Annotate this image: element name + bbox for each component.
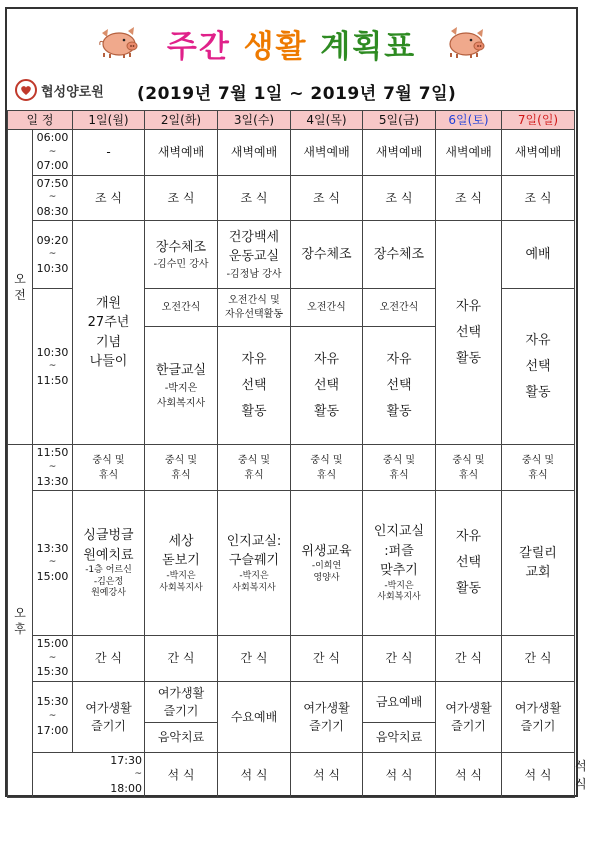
cell-top: [145, 682, 217, 722]
cell-lunch: [73, 445, 145, 491]
cell: 새벽예배: [145, 130, 218, 176]
time-sep: ~: [48, 192, 57, 203]
cell-line: 운동교실: [228, 249, 280, 265]
cell: 조 식: [73, 175, 145, 221]
cell-line: 건강백세: [228, 229, 280, 245]
cell-sub: -김은정: [93, 576, 124, 587]
cell-sub: 영양사: [313, 572, 340, 583]
cell-line: 자유: [313, 351, 340, 367]
cell-line: 선택: [455, 555, 482, 571]
time-slot: [33, 289, 73, 445]
cell-line: 교회: [525, 565, 551, 581]
cell: 석 식: [436, 752, 502, 798]
period-char: 오: [14, 606, 26, 621]
cell-line: 여가생활: [157, 685, 205, 700]
cell: 간 식: [363, 636, 436, 682]
day-header-sunday: 7일(일): [502, 111, 575, 130]
cell-tue-exercise: [145, 221, 218, 289]
cell-line: 선택: [386, 377, 412, 393]
time-slot: [33, 681, 73, 752]
cell-line: 활동: [241, 403, 267, 419]
cell-top: 금요예배: [375, 694, 423, 709]
cell-line: 여가생활: [514, 700, 562, 715]
cell: 예배: [502, 221, 575, 289]
time-sep: ~: [48, 710, 57, 721]
cell-free: [218, 327, 291, 445]
time-end: 15:00: [36, 569, 69, 583]
time-slot: [33, 636, 73, 682]
cell-line: 중식 및: [310, 454, 343, 466]
cell-leisure: [436, 681, 502, 752]
cell-line: 인지교실:: [226, 533, 282, 549]
time-end: 10:30: [36, 261, 69, 275]
cell-thu-hygiene: [291, 491, 363, 636]
cell: 석 식: [502, 752, 575, 798]
cell-leisure: [502, 681, 575, 752]
cell-mon-horticulture: [73, 491, 145, 636]
time-start: 07:50: [36, 176, 69, 190]
time-end: 11:50: [36, 373, 69, 387]
cell-line: 나들이: [89, 354, 128, 370]
cell: 간 식: [502, 636, 575, 682]
time-sep: ~: [48, 249, 57, 260]
cell: 간 식: [291, 636, 363, 682]
time-slot: [33, 491, 73, 636]
cell-line: 활동: [525, 384, 551, 400]
page-header: [7, 9, 576, 106]
day-header: 4일(목): [291, 111, 363, 130]
cell-line: 장수체조: [155, 239, 207, 255]
cell-line: 자유선택활동: [225, 308, 283, 320]
cell-leisure: [291, 681, 363, 752]
time-sep: ~: [134, 769, 142, 780]
cell: 조 식: [218, 175, 291, 221]
cell-line: 구슬꿰기: [228, 553, 280, 569]
cell-lunch: [363, 445, 436, 491]
cell-line: 인지교실: [373, 524, 425, 540]
cell-line: 활동: [386, 403, 412, 419]
cell-line: 중식 및: [452, 454, 485, 466]
cell-line: 여가생활: [445, 700, 492, 715]
cell: 새벽예배: [363, 130, 436, 176]
cell-line: 맞추기: [380, 563, 418, 579]
organization: [15, 79, 104, 101]
day-header: 3일(수): [218, 111, 291, 130]
cell-lunch: [218, 445, 291, 491]
time-end: 08:30: [36, 204, 69, 218]
cell-tue-world: [145, 491, 218, 636]
cell-line: 활동: [455, 350, 482, 366]
cell-line: 활동: [455, 581, 482, 597]
cell-line: 중식 및: [164, 454, 198, 466]
day-header: 5일(금): [363, 111, 436, 130]
cell-line: 여가생활: [303, 700, 350, 715]
time-start: 11:50: [36, 446, 69, 460]
cell-sub: -박지은: [384, 580, 414, 591]
cell-line: 중식 및: [521, 454, 555, 466]
cell: 간 식: [436, 636, 502, 682]
cell-line: 선택: [313, 377, 340, 393]
cell-line: 싱글벙글: [83, 528, 134, 544]
period-char: 오: [14, 272, 26, 286]
cell-wed-snack: [218, 289, 291, 327]
cell: 새벽예배: [502, 130, 575, 176]
cell-line: 중식 및: [382, 454, 416, 466]
cell: 수요예배: [218, 681, 291, 752]
cell-line: 즐기기: [163, 703, 199, 718]
cell: 간 식: [73, 636, 145, 682]
cell-sun-free: [502, 289, 575, 445]
time-sep: ~: [48, 557, 57, 568]
cell-lunch: [502, 445, 575, 491]
time-end: 18:00: [110, 781, 142, 795]
cell-line: :퍼즐: [384, 543, 414, 559]
cell-line: 27주년: [87, 315, 130, 331]
day-header: 1일(월): [73, 111, 145, 130]
cell-sat-free: [436, 221, 502, 445]
cell-line: 자유: [455, 529, 482, 545]
period-char: 후: [14, 622, 26, 637]
cell-sub: 원예강사: [91, 588, 126, 599]
time-sep: ~: [48, 652, 57, 663]
cell-line: 휴식: [98, 469, 119, 481]
cell: 조 식: [291, 175, 363, 221]
cell-free: [291, 327, 363, 445]
cell-line: 활동: [313, 403, 340, 419]
cell-sub: 사회복지사: [159, 582, 203, 593]
cell-tue-korean: [145, 327, 218, 445]
cell-line: 위생교육: [301, 543, 352, 559]
cell: 조 식: [502, 175, 575, 221]
cell-leisure: [73, 681, 145, 752]
cell-sub: -이희연: [311, 561, 342, 572]
cell-line: 휴식: [458, 469, 479, 481]
time-end: 17:00: [36, 723, 69, 737]
cell-line: 개원: [95, 295, 122, 311]
cell-sun-church: [502, 491, 575, 636]
time-start: 15:30: [36, 695, 69, 709]
cell-line: 여가생활: [85, 700, 132, 715]
schedule-header: 일 정: [8, 111, 73, 130]
time-sep: ~: [48, 146, 57, 157]
cell-line: 선택: [525, 358, 551, 374]
cell-line: 휴식: [244, 469, 264, 481]
cell-line: 중식 및: [237, 454, 271, 466]
title-part-1: 주간: [166, 29, 231, 65]
cell-line: 선택: [455, 324, 482, 340]
title-part-3: 계획표: [320, 29, 417, 65]
cell-fri-split: [363, 681, 436, 752]
org-name: 협성양로원: [41, 84, 104, 100]
org-logo-icon: [15, 79, 37, 101]
cell-line: 휴식: [316, 469, 337, 481]
cell-line: 즐기기: [91, 718, 126, 733]
cell-free: [363, 327, 436, 445]
cell: 석 식: [145, 752, 218, 798]
date-range: (2019년 7월 1일 ~ 2019년 7월 7일): [137, 84, 457, 104]
time-start: 15:00: [36, 637, 69, 651]
cell: 오전간식: [363, 289, 436, 327]
title-part-2: 생활: [243, 29, 308, 65]
cell-sub: -김수민 강사: [153, 259, 209, 271]
cell: 석 식: [363, 752, 436, 798]
cell-line: 갈릴리: [519, 545, 557, 561]
cell: 새벽예배: [291, 130, 363, 176]
cell-line: 휴식: [171, 469, 191, 481]
time-start: 10:30: [36, 345, 69, 359]
cell: 새벽예배: [218, 130, 291, 176]
time-start: 09:20: [36, 233, 69, 247]
cell-sub: 사회복지사: [377, 592, 421, 603]
cell-sub: -박지은: [239, 570, 269, 581]
time-sep: ~: [48, 461, 57, 472]
time-slot: [33, 445, 73, 491]
cell-sub: 사회복지사: [232, 582, 276, 593]
cell-bottom: 음악치료: [145, 722, 217, 752]
cell: 장수체조: [291, 221, 363, 289]
cell-line: 원예치료: [83, 547, 134, 563]
cell-sub: -1층 어르신: [85, 565, 132, 576]
cell-lunch: [291, 445, 363, 491]
cell-sub: -박지은: [166, 570, 196, 581]
pig-icon: [445, 27, 487, 59]
cell: 조 식: [145, 175, 218, 221]
page-title: [7, 21, 576, 66]
cell-line: 휴식: [528, 469, 548, 481]
cell-line: 즐기기: [451, 718, 486, 733]
cell: 조 식: [363, 175, 436, 221]
cell: 새벽예배: [436, 130, 502, 176]
cell-line: 오전간식 및: [228, 294, 280, 306]
cell: 석 식: [218, 752, 291, 798]
cell-line: 돋보기: [162, 553, 200, 569]
period-am: [8, 130, 33, 445]
cell-line: 자유: [455, 298, 482, 314]
cell-line: 휴식: [389, 469, 409, 481]
period-pm: [8, 445, 33, 798]
cell-line: 선택: [241, 377, 267, 393]
cell-line: 즐기기: [520, 718, 556, 733]
cell-sub: -김정남 강사: [226, 268, 282, 280]
cell-sub: -박지은: [164, 382, 198, 394]
time-start: 17:30: [110, 753, 142, 767]
time-start: 06:00: [36, 131, 69, 144]
day-header: 2일(화): [145, 111, 218, 130]
cell-sub: 사회복지사: [156, 397, 206, 409]
cell: 석 식: [291, 752, 363, 798]
time-slot: [33, 175, 73, 221]
cell-line: 기념: [95, 334, 122, 350]
cell-tue-split: [145, 681, 218, 752]
cell-wed-cognitive: [218, 491, 291, 636]
time-slot: [33, 130, 73, 176]
day-header-saturday: 6일(토): [436, 111, 502, 130]
cell-lunch: [145, 445, 218, 491]
cell-line: 자유: [241, 351, 267, 367]
cell-lunch: [436, 445, 502, 491]
cell-line: 중식 및: [92, 454, 125, 466]
time-slot: [33, 221, 73, 289]
cell: 조 식: [436, 175, 502, 221]
cell-line: 한글교실: [155, 363, 207, 379]
time-start: 13:30: [36, 541, 69, 555]
cell-fri-cognitive: [363, 491, 436, 636]
cell-line: 세상: [168, 533, 194, 549]
time-slot: [33, 752, 145, 798]
time-sep: ~: [48, 361, 57, 372]
period-char: 전: [14, 288, 26, 303]
time-end: 07:00: [36, 159, 69, 173]
cell: -: [73, 130, 145, 176]
cell-line: 자유: [525, 332, 551, 348]
cell: 장수체조: [363, 221, 436, 289]
cell-mon-outing: [73, 221, 145, 445]
cell-line: 즐기기: [309, 718, 344, 733]
cell-free: [436, 491, 502, 636]
cell: 간 식: [145, 636, 218, 682]
cell-bottom: 음악치료: [363, 722, 435, 752]
time-end: 13:30: [36, 474, 69, 488]
cell-line: 자유: [386, 351, 412, 367]
cell-wed-health: [218, 221, 291, 289]
schedule-table: 일 정 1일(월) 2일(화) 3일(수) 4일(목) 5일(금) 6일(토) 7일(일) 오 전 06:00 ~ 07:00 - 새벽예배 새벽예배 새벽예배 새벽예배 새벽예배 새벽예배 07:50 ~ 08:30 조 식 조 식 조 식 조 식 조 식 조 식 조 식 09:20 ~ 10:30 개원 27주년 기념 나들이 장수체조 -김수민 강사 건강백세 운동교실 -김정남 강사 장수체조 장수체조 자유 선택 활동 예배 10:30 ~ 11:50 오전간식 오전간식 및 자유선택활동 오전간식 오전간식 자유 선택 활동 한글교실 -박지은 사회복지사 자유 선택 활동 자유 선택 활동 자유 선택 활동 오 후 11:50 ~ 13:30 중식 및 휴식 중식 및 휴식 중식 및 휴식 중식 및 휴식 중식 및 휴식 중식 및 휴식 중식 및 휴식 13:30 ~ 15:00 싱글벙글 원예치료 -1층 어르신 -김은정 원예강사 세상 돋보기 -박지은 사회복지사 인지교실: 구슬꿰기 -박지은 사회복지사 위생교육 -이희연 영양사 인지교실 :퍼즐 맞추기 -박지은 사회복지사 자유 선택 활동 갈릴리 교회 15:00 ~ 15:30 간 식 간 식 간 식 간 식 간 식 간 식 간 식 15:30 ~ 17:00 여가생활 즐기기 여가생활 즐기기 음악치료 수요예배 여가생활 즐기기 금요예배 음악치료 여가생활 즐기기 여가생활 즐기기 17:30 ~ 18:00 석 식 석 식 석 식 석 식 석 식 석 식 석 식: [7, 110, 575, 798]
time-end: 15:30: [36, 665, 69, 679]
cell: 오전간식: [291, 289, 363, 327]
cell: 간 식: [218, 636, 291, 682]
cell: 오전간식: [145, 289, 218, 327]
